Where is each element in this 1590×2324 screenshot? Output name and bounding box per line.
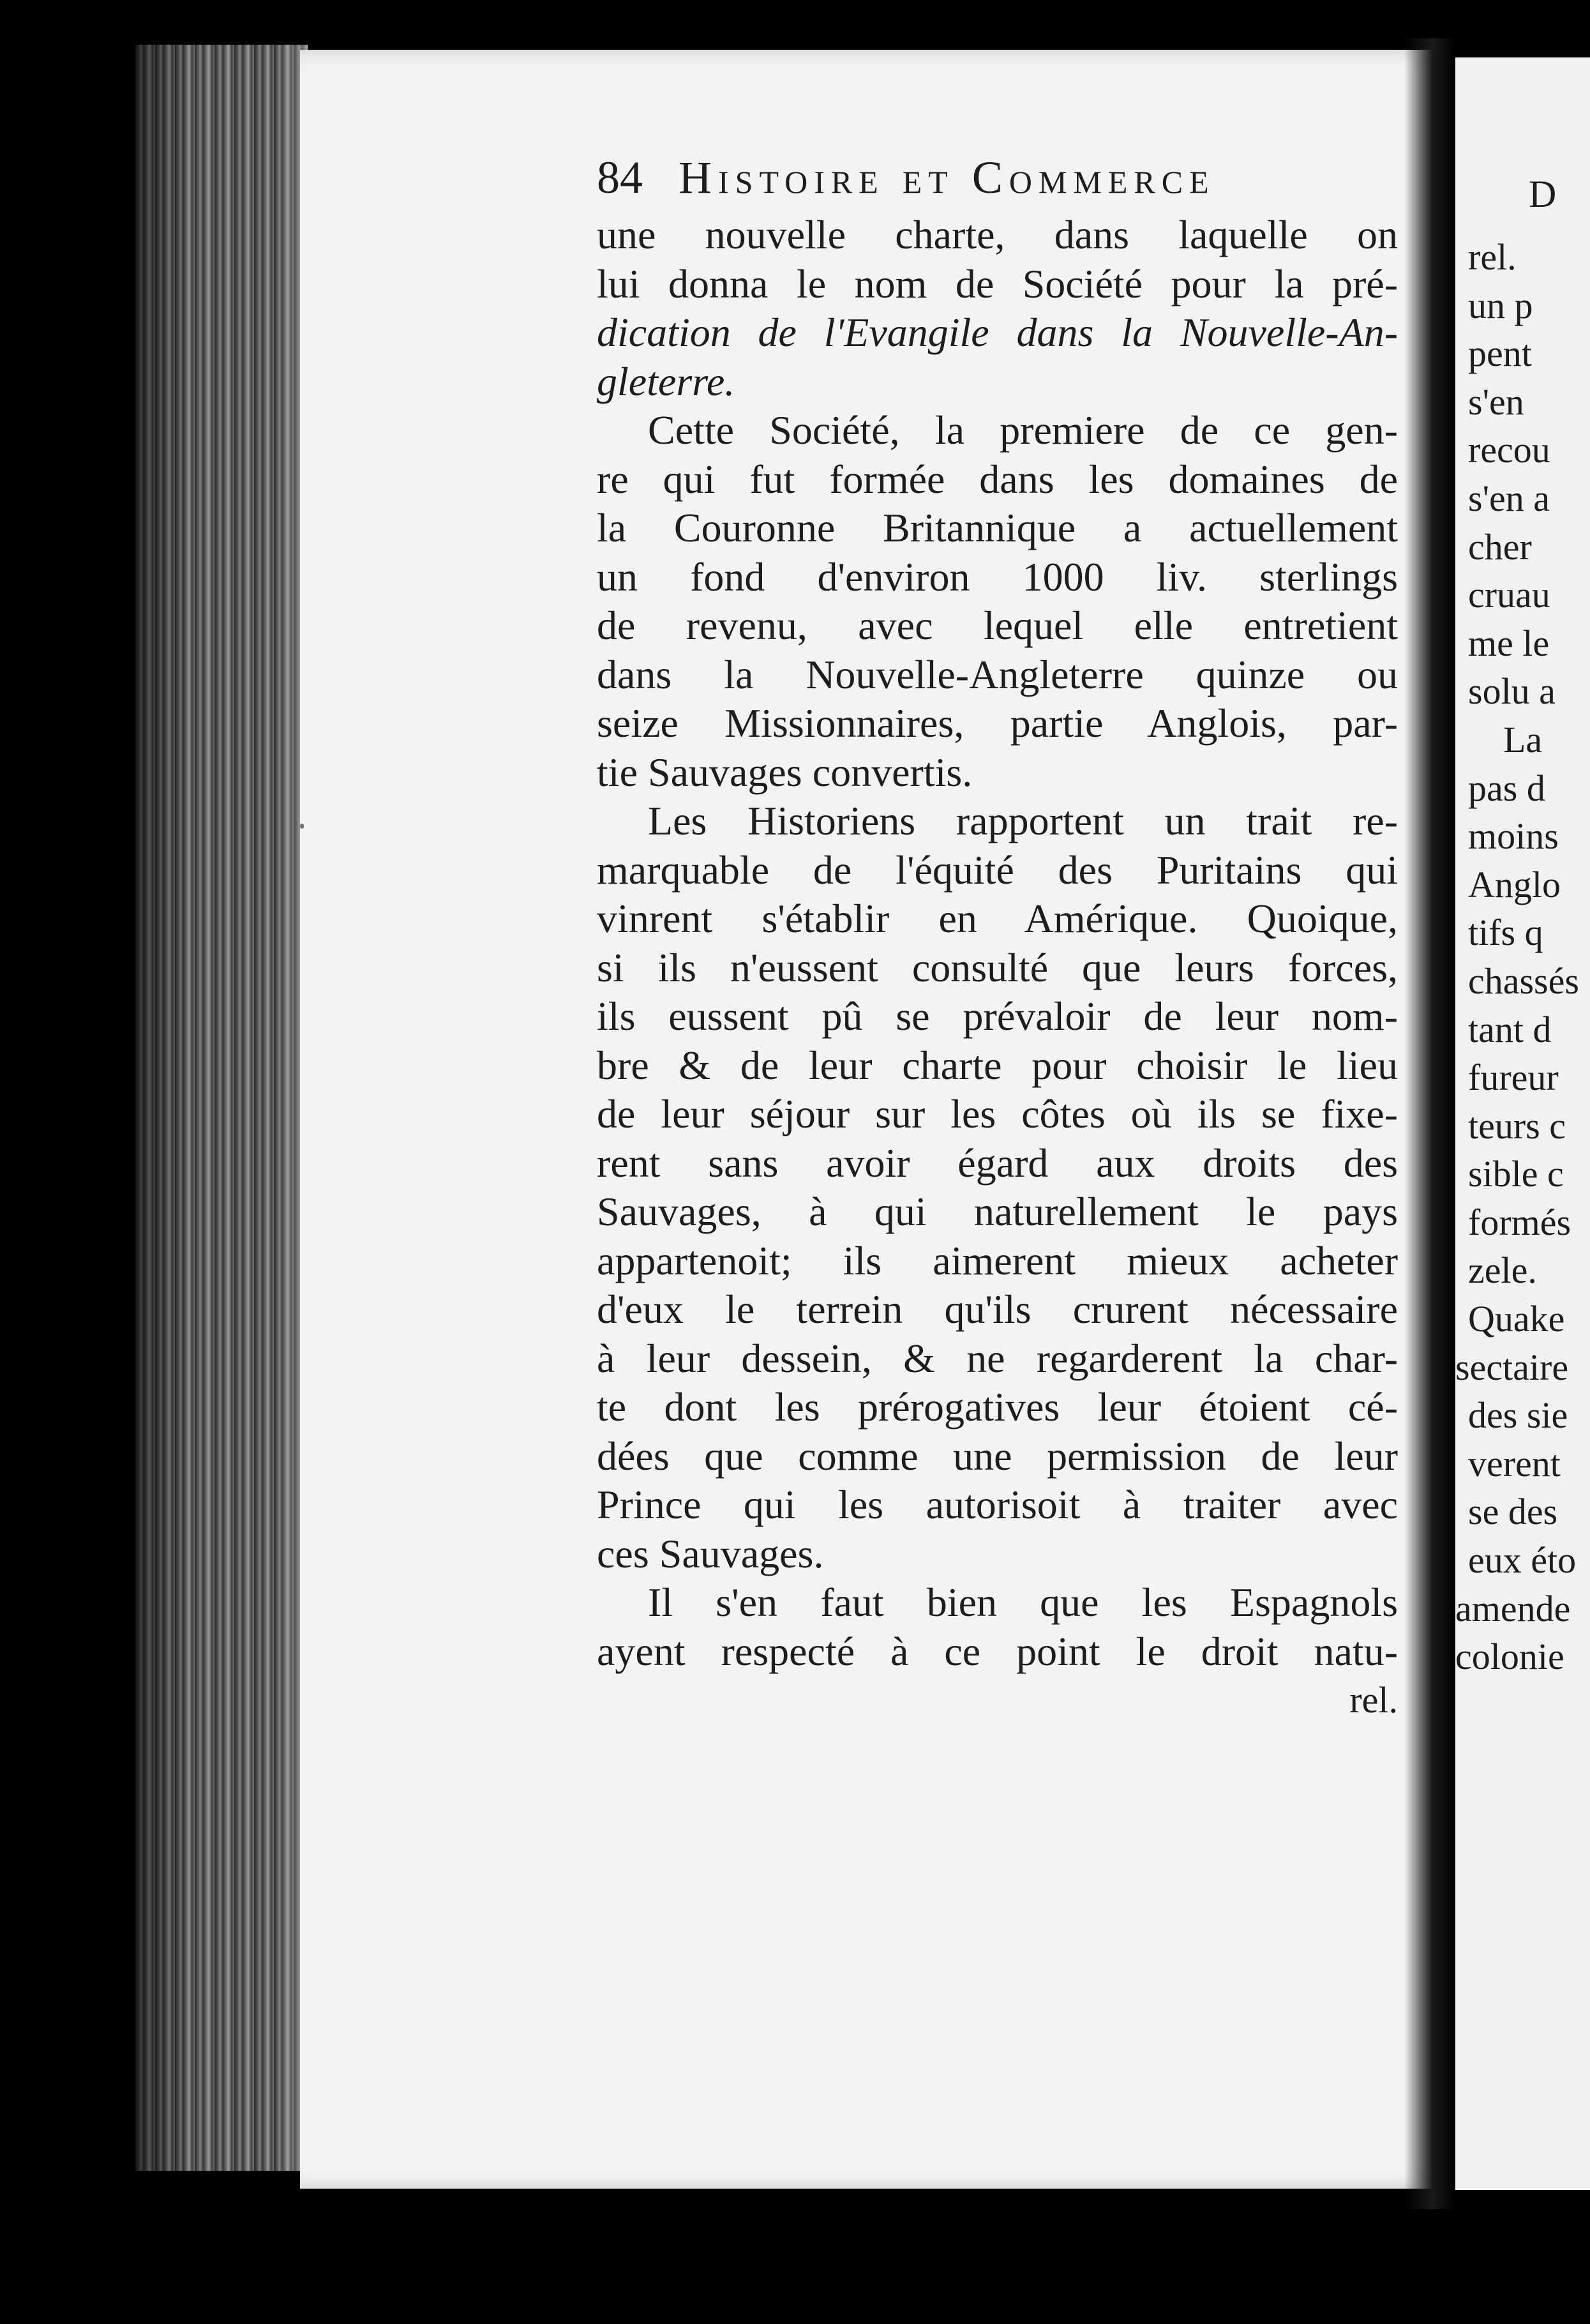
text-line: la Couronne Britannique a actuellement xyxy=(597,505,1398,550)
text-line: rent sans avoir égard aux droits des xyxy=(597,1140,1398,1186)
right-page-running-head: D xyxy=(1529,173,1561,215)
text-line: une nouvelle charte, dans laquelle on xyxy=(597,212,1398,257)
text-line: verent xyxy=(1468,1442,1561,1484)
text-line: ces Sauvages. xyxy=(597,1530,824,1576)
running-head xyxy=(597,153,1398,211)
paragraph-4 xyxy=(597,1578,1398,1676)
text-line: Anglo xyxy=(1468,863,1561,905)
text-line: s'en xyxy=(1468,381,1524,423)
book-gutter xyxy=(1404,38,1455,2209)
text-line: à leur dessein, & ne regarderent la char- xyxy=(597,1335,1398,1381)
page-number: 84 xyxy=(597,152,643,203)
text-line: se des xyxy=(1468,1491,1558,1533)
text-line: pent xyxy=(1468,333,1532,375)
running-head-title: Histoire et Commerce xyxy=(679,152,1215,203)
text-line: lui donna le nom de Société pour la pré- xyxy=(597,260,1398,306)
text-line: de revenu, avec lequel elle entretient xyxy=(597,603,1398,648)
text-line: dans la Nouvelle-Angleterre quinze ou xyxy=(597,651,1398,697)
page-edges xyxy=(135,45,308,2171)
text-line: de leur séjour sur les côtes où ils se fixe- xyxy=(597,1091,1398,1136)
text-line: eux éto xyxy=(1468,1539,1577,1581)
text-line: pas d xyxy=(1468,767,1545,809)
text-line: appartenoit; ils aimerent mieux acheter xyxy=(597,1237,1398,1283)
text-line: Quake xyxy=(1468,1298,1565,1340)
text-line: dées que comme une permission de leur xyxy=(597,1433,1398,1479)
text-line: fureur xyxy=(1468,1057,1559,1099)
text-line: dication de l'Evangile dans la Nouvelle-An- xyxy=(597,310,1398,355)
text-line: Les Historiens rapportent un trait re- xyxy=(648,798,1398,843)
text-line: vinrent s'établir en Amérique. Quoique, xyxy=(597,896,1398,941)
text-line: formés xyxy=(1468,1201,1571,1243)
text-line: tie Sauvages convertis. xyxy=(597,749,973,795)
text-line: cher xyxy=(1468,525,1532,568)
left-page-text xyxy=(597,153,1398,1725)
text-line: re qui fut formée dans les domaines de xyxy=(597,456,1398,502)
text-line: si ils n'eussent consulté que leurs forces, xyxy=(597,944,1398,990)
text-line: teurs c xyxy=(1468,1105,1566,1147)
text-line: amende xyxy=(1455,1587,1571,1629)
text-line: bre & de leur charte pour choisir le lieu xyxy=(597,1042,1398,1088)
text-line: colonie xyxy=(1455,1636,1564,1678)
text-line: gleterre. xyxy=(597,358,735,404)
right-page-text xyxy=(1455,233,1579,1681)
text-line: marquable de l'équité des Puritains qui xyxy=(597,847,1398,893)
text-line: Cette Société, la premiere de ce gen- xyxy=(648,407,1398,453)
text-line: Sauvages, à qui naturellement le pays xyxy=(597,1189,1398,1234)
text-line: sible c xyxy=(1468,1153,1564,1195)
text-line: solu a xyxy=(1468,670,1556,713)
text-line: tifs q xyxy=(1468,912,1543,954)
text-line: La xyxy=(1503,718,1543,760)
text-line: un p xyxy=(1468,284,1533,326)
paper-speck xyxy=(300,824,304,829)
text-line: Il s'en faut bien que les Espagnols xyxy=(648,1580,1398,1625)
text-line: des sie xyxy=(1468,1394,1568,1437)
text-line: tant d xyxy=(1468,1008,1552,1050)
text-line: zele. xyxy=(1468,1249,1537,1292)
paragraph-3 xyxy=(597,797,1398,1578)
text-line: sectaire xyxy=(1455,1346,1569,1388)
catchword: rel. xyxy=(1349,1679,1398,1721)
text-line: moins xyxy=(1468,815,1559,857)
text-line: s'en a xyxy=(1468,477,1550,519)
text-line: me le xyxy=(1468,622,1550,664)
text-line: Prince qui les autorisoit à traiter avec xyxy=(597,1482,1398,1527)
text-line: chassés xyxy=(1468,960,1579,1002)
paragraph-1 xyxy=(597,211,1398,406)
paragraph-2 xyxy=(597,406,1398,797)
text-line: un fond d'environ 1000 liv. sterlings xyxy=(597,554,1398,600)
text-line: ayent respecté à ce point le droit natu- xyxy=(597,1628,1398,1674)
text-line: rel. xyxy=(1468,236,1517,278)
text-line: d'eux le terrein qu'ils crurent nécessaire xyxy=(597,1286,1398,1332)
text-line: cruau xyxy=(1468,574,1550,616)
text-line: seize Missionnaires, partie Anglois, par- xyxy=(597,700,1398,746)
text-line: recou xyxy=(1468,429,1550,471)
text-line: te dont les prérogatives leur étoient cé- xyxy=(597,1384,1398,1430)
text-line: ils eussent pû se prévaloir de leur nom- xyxy=(597,993,1398,1039)
